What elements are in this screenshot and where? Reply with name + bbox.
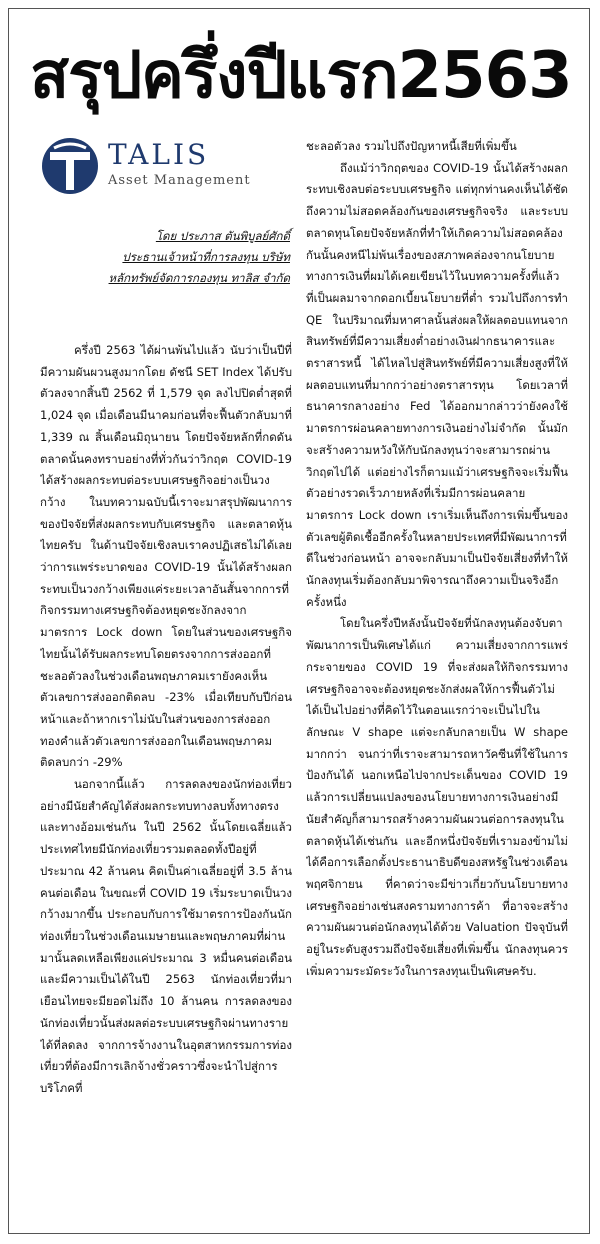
body-column-right: [306, 136, 568, 1220]
headline: สรุปครึ่งปีแรก2563: [30, 39, 572, 113]
paragraph-second-half-outlook: โดยในครึ่งปีหลังนั้นปัจจัยที่นักลงทุนต้องจับตาพัฒนาการเป็นพิเศษได้แก่ ความเสี่ยงจากการแพร่กระจายของ COVID 19 ที่จะส่งผลให้กิจกรรมทางเศรษฐกิจอาจจะต้องหยุดชะงักส่งผลให้การฟื้นตัวไม่ได้เป็นไปอย่างที่คิดไว้ในตอนแรกว่าจะเป็นไปในลักษณะ V shape แต่จะกลับกลายเป็น W shape มากกว่า จนกว่าที่เราจะสามารถหาวัคซีนที่ใช้ในการป้องกันได้ นอกเหนือไปจากประเด็นของ COVID 19 แล้วการเปลี่ยนแปลงของนโยบายทางการเงินอย่างมีนัยสำคัญก็สามารถสร้างความผันผวนต่อการลงทุนในตลาดหุ้นได้เช่นกัน และอีกหนึ่งปัจจัยที่เรามองข้ามไม่ได้คือการเลือกตั้งประธานาธิบดีของสหรัฐในช่วงเดือนพฤศจิกายน ที่คาดว่าจะมีข่าวเกี่ยวกับนโยบายทางเศรษฐกิจอย่างเช่นสงครามทางการค้า ที่อาจจะสร้างความผันผวนต่อนักลงทุนได้ด้วย Valuation ปัจจุบันที่อยู่ในระดับสูงรวมถึงปัจจัยเสี่ยงที่เพิ่มขึ้น นักลงทุนควรเพิ่มความระมัดระวังในการลงทุนเป็นพิเศษครับ.: [306, 616, 568, 978]
paragraph-tourism: นอกจากนี้แล้ว การลดลงของนักท่องเที่ยวอย่างมีนัยสำคัญได้ส่งผลกระทบทางลบทั้งทางตรงและทางอ้อมเช่นกัน ในปี 2562 นั้นโดยเฉลี่ยแล้วประเทศไทยมีนักท่องเที่ยวรวมตลอดทั้งปีอยู่ที่ประมาณ 42 ล้านคน คิดเป็นค่าเฉลี่ยอยู่ที่ 3.5 ล้านคนต่อเดือน ในขณะที่ COVID 19 เริ่มระบาดเป็นวงกว้างมากขึ้น ประกอบกับการใช้มาตรการป้องกันนักท่องเที่ยวในช่วงเดือนเมษายนและพฤษภาคมที่ผ่านมานั้นลดเหลือเพียงแค่ประมาณ 3 หมื่นคนต่อเดือน และมีความเป็นได้ในปี 2563 นักท่องเที่ยวที่มาเยือนไทยจะมียอดไม่ถึง 10 ล้านคน การลดลงของนักท่องเที่ยวนั้นส่งผลต่อระบบเศรษฐกิจผ่านทางรายได้ที่ลดลง จากการจ้างงานในอุตสาหกรรมการท่องเที่ยวที่ต้องมีการเลิกจ้างชั่วคราวซึ่งจะนำไปสู่การบริโภคที่: [40, 777, 292, 1095]
byline-company: หลักทรัพย์จัดการกองทุน ทาลิส จำกัด: [108, 271, 290, 285]
byline: [40, 226, 290, 289]
byline-title: ประธานเจ้าหน้าที่การลงทุน บริษัท: [122, 250, 290, 264]
logo-name: TALIS: [108, 138, 210, 171]
paragraph-intro: ครึ่งปี 2563 ได้ผ่านพ้นไปแล้ว นับว่าเป็นปีที่มีความผันผวนสูงมากโดย ดัชนี SET Index ได้ปรับตัวลงจากสิ้นปี 2562 ที่ 1,579 จุด ลงไปปิดต่ำสุดที่ 1,024 จุด เมื่อเดือนมีนาคมก่อนที่จะฟื้นตัวกลับมาที่ 1,339 ณ สิ้นเดือนมิถุนายน โดยปัจจัยหลักที่กดดันตลาดนั้นคงทราบอย่างที่ทั่วกันว่าวิกฤต COVID-19 ได้สร้างผลกระทบต่อระบบเศรษฐกิจอย่างเป็นวงกว้าง ในบทความฉบับนี้เราจะมาสรุปพัฒนาการของปัจจัยที่ส่งผลกระทบกับเศรษฐกิจ และตลาดหุ้นไทยครับ ในด้านปัจจัยเชิงลบเราคงปฏิเสธไม่ได้เลยว่าการแพร่ระบาดของ COVID-19 นั้นได้สร้างผลกระทบเป็นวงกว้างเพียงแค่ระยะเวลาอันสั้นจากการที่กิจกรรมทางเศรษฐกิจต้องหยุดชะงักลงจากมาตรการ Lock down โดยในส่วนของเศรษฐกิจไทยนั้นได้รับผลกระทบโดยตรงจากการส่งออกที่ชะลอตัวลงในช่วงเดือนพฤษภาคมเรายังคงเห็นตัวเลขการส่งออกติดลบ -23% เมื่อเทียบกับปีก่อนหน้าและถ้าหากเราไม่นับในส่วนของการส่งออกทองคำแล้วตัวเลขการส่งออกในเดือนพฤษภาคมติดลบกว่า -29%: [40, 343, 292, 770]
talis-t-icon: [40, 136, 100, 196]
paragraph-market-disconnect: ถึงแม้ว่าวิกฤตของ COVID-19 นั้นได้สร้างผลกระทบเชิงลบต่อระบบเศรษฐกิจ แต่ทุกท่านคงเห็นได้ชัดถึงความไม่สอดคล้องกันของเศรษฐกิจจริง และระบบตลาดทุนโดยปัจจัยหลักที่ทำให้เกิดความไม่สอดคล้องกันนั้นคงหนีไม่พ้นเรื่องของสภาพคล่องจากนโยบายทางการเงินที่ผมได้เคยเขียนไว้ในบทความครั้งที่แล้ว ที่เป็นผลมาจากดอกเบี้ยนโยบายที่ต่ำ รวมไปถึงการทำ QE ในปริมาณที่มหาศาลนั้นส่งผลให้ผลตอบแทนจากสินทรัพย์ที่มีความเสี่ยงต่ำอย่างเงินฝากธนาคารและตราสารหนี้ ได้ไหลไปสู่สินทรัพย์ที่มีความเสี่ยงสูงที่ให้ผลตอบแทนที่มากกว่าอย่างตราสารทุน โดยเวลาที่ธนาคารกลางอย่าง Fed ได้ออกมากล่าวว่ายังคงใช้มาตรการผ่อนคลายทางการเงินอย่างไม่จำกัด นั้นมักจะสร้างความหวังให้กับนักลงทุนว่าจะสามารถผ่านวิกฤตไปได้ แต่อย่างไรก็ตามแม้ว่าเศรษฐกิจจะเริ่มฟื้นตัวอย่างรวดเร็วภายหลังที่เริ่มมีการผ่อนคลายมาตรการ Lock down เราเริ่มเห็นถึงการเพิ่มขึ้นของตัวเลขผู้ติดเชื้ออีกครั้งในหลายประเทศที่มีพัฒนาการที่ดีในช่วงก่อนหน้า อาจจะกลับมาเป็นปัจจัยเสี่ยงที่ทำให้นักลงทุนเริ่มต้องกลับมาพิจารณาถึงความเป็นจริงอีกครั้งหนึ่ง: [306, 160, 568, 609]
paragraph-continued: ชะลอตัวลง รวมไปถึงปัญหาหนี้เสียที่เพิ่มขึ้น: [306, 139, 517, 153]
talis-logo: [40, 136, 280, 196]
logo-tagline: Asset Management: [108, 173, 251, 188]
byline-author: โดย ประภาส ตันพิบูลย์ศักดิ์: [155, 229, 290, 243]
body-column-left: [40, 340, 292, 1220]
